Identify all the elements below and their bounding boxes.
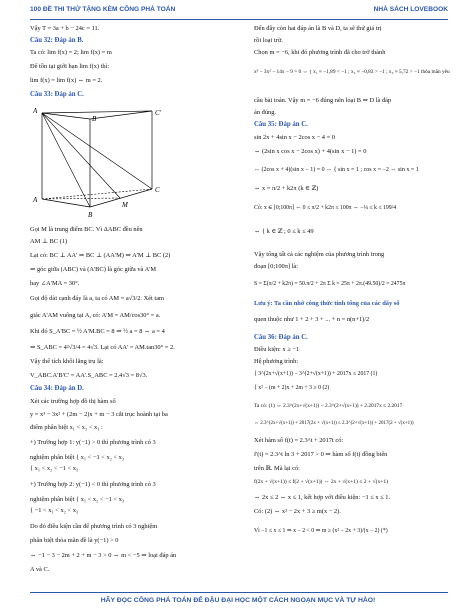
question-heading: Câu 35: Đáp án C.: [254, 121, 308, 128]
vertex-label: C': [155, 109, 162, 117]
answer-line: Để tồn tại giới hạn lim f(x) thì:: [30, 63, 110, 70]
answer-line: x³ − 3x² − 14x − 9 = 0 ⇔ { x₁ ≈ −1,89 < −1 ; x₂ ≈ −0,83 > −1 ; x₃ ≈ 5,72 > −1 thỏa mãn yêu: [254, 69, 450, 75]
answer-line: Chọn m = −6, khi đó phương trình đã cho trở thành: [254, 49, 386, 56]
question-heading: Câu 32: Đáp án B.: [30, 37, 84, 44]
answer-line: phân biệt thỏa mãn đề là y(−1) > 0: [30, 537, 119, 544]
answer-line: ⇔ { k ∈ ℤ ; 0 ≤ k ≤ 49: [254, 228, 314, 235]
answer-line: { x² − (m + 2)x + 2m + 3 ≥ 0 (2): [254, 385, 330, 391]
header-rule: [30, 19, 448, 20]
answer-line: Vậy tổng tất cả các nghiệm của phương trình trong: [254, 251, 385, 258]
answer-line: ⇔ 2x ≤ 2 ⇔ x ≤ 1, kết hợp với điều kiện: −1 ≤ x ≤ 1.: [254, 494, 391, 501]
answer-line: y = x³ − 3x² + (2m − 2)x + m − 3 cắt trục hoành tại ba: [30, 411, 168, 418]
prism-diagram: [30, 107, 230, 222]
answer-line: +) Trường hợp 1: y(−1) > 0 thì phương trình có 3: [30, 439, 156, 446]
answer-line: Ta có: lim f(x) = 2; lim f(x) = m: [30, 49, 112, 56]
answer-line: Ta có: (1) ⇔ 2.3^(2x+√(x+1)) − 2.3^(2+√(x+1)) + 2.2017x ≤ 2.2017: [254, 403, 403, 409]
vertex-label: A: [33, 196, 38, 204]
answer-line: f(2x + √(x+1)) ≤ f(2 + √(x+1)) ⇔ 2x + √(x+1) ≤ 2 + √(x+1): [254, 479, 389, 485]
answer-line: +) Trường hợp 2: y(−1) < 0 thì phương trình có 3: [30, 481, 156, 488]
answer-line: điểm phân biệt x₁ < x₂ < x₃ :: [30, 424, 103, 431]
answer-line: Có: x ∈ [0;100π] ⇔ 0 ≤ π/2 + k2π ≤ 100π ⇔ −¼ ≤ k ≤ 199/4: [254, 205, 397, 211]
question-heading: Câu 36: Đáp án C.: [254, 334, 308, 341]
answer-line: Điều kiện: x ≥ −1: [254, 346, 300, 353]
answer-line: Gọi độ dài cạnh đáy là a, ta có AM = a√3/2. Xét tam: [30, 295, 164, 302]
vertex-label: B: [88, 211, 93, 219]
answer-line: nghiệm phân biệt { x₁ < −1 < x₂ < x₃: [30, 454, 125, 461]
answer-line: ⇔ (2cos x + 4)(sin x − 1) = 0 ⇔ { sin x = 1 ; cos x = −2 ⇔ sin x = 1: [254, 167, 419, 173]
right-column: [254, 24, 450, 590]
answer-line: ⇔ −1 − 3 − 2m + 2 + m − 3 > 0 ⇔ m < −5 ⇒ loại đáp án: [30, 552, 177, 559]
vertex-label: B: [92, 115, 97, 123]
answer-line: trên ℝ. Mà lại có:: [254, 465, 300, 472]
answer-line: { −1 < x₁ < x₂ < x₃: [30, 507, 79, 514]
answer-line: giác A'AM vuông tại A, có: A'M = AM/cos30° = a.: [30, 312, 161, 319]
answer-line: Lại có: BC ⊥ AA' ⇒ BC ⊥ (AA'M) ⇒ A'M ⊥ BC (2): [30, 252, 171, 259]
answer-line: Vì −1 ≤ x ≤ 1 ⇒ x − 2 < 0 ⇒ m ≥ (x² − 2x + 3)/(x − 2) (*): [254, 528, 388, 534]
answer-line: Có: (2) ⇔ x² − 2x + 3 ≥ m(x − 2).: [254, 508, 341, 515]
answer-line: Vậy thể tích khối lăng trụ là:: [30, 358, 104, 365]
answer-line: Gọi M là trung điểm BC. Vì ΔABC đều nên: [30, 226, 143, 233]
vertex-label: A: [33, 107, 38, 115]
answer-line: ⇒ góc giữa (ABC) và (A'BC) là góc giữa và A'M: [30, 266, 157, 273]
footer-rule: [30, 592, 448, 593]
answer-line: Vậy T = 3a + b − 24c = 11.: [30, 25, 100, 32]
answer-line: án đúng.: [254, 109, 277, 116]
answer-line: { x₁ < x₂ < −1 < x₃: [30, 465, 79, 472]
answer-line: Xét các trường hợp đồ thị hàm số: [30, 398, 116, 405]
question-heading: Câu 34: Đáp án D.: [30, 385, 84, 392]
answer-line: ⇒ S_ABC = 4²√3/4 = 4√3. Lại có AA' = AM.tan30° = 2.: [30, 344, 175, 351]
vertex-label: C: [155, 186, 160, 194]
header-publisher: NHÀ SÁCH LOVEBOOK: [373, 6, 448, 13]
answer-line: nghiệm phân biệt { x₁ < x₂ < −1 < x₃: [30, 496, 125, 503]
note-line: Lưu ý: Ta cần nhớ công thức tính tổng của các dãy số: [254, 300, 400, 307]
answer-line: ⇔ x = π/2 + k2π (k ∈ ℤ): [254, 185, 319, 192]
answer-line: quen thuộc như 1 + 2 + 3 + ... + n = n(n+1)/2: [254, 316, 370, 323]
answer-line: Do đó điều kiện cần để phương trình có 3 nghiệm: [30, 523, 158, 530]
answer-line: AM ⊥ BC (1): [30, 238, 68, 245]
answer-line: Khi đó S_A'BC = ½ A'M.BC = 8 ⇒ ½ a = 8 ⇔ a = 4: [30, 328, 165, 335]
answer-line: ⇔ (2sin x cos x − 2cos x) + 4(sin x − 1) = 0: [254, 148, 367, 155]
prism-figure: [30, 107, 230, 222]
answer-line: sin 2x + 4sin x − 2cos x − 4 = 0: [254, 134, 335, 141]
page-header: [30, 6, 448, 18]
answer-line: lim f(x) = lim f(x) ⇔ m = 2.: [30, 77, 103, 84]
answer-line: rồi loại trừ.: [254, 37, 283, 44]
answer-line: ⇔ 2.3^(2x+√(x+1)) + 2017(2x + √(x+1)) ≤ 2.3^(2+√(x+1)) + 2017(2 + √(x+1)): [254, 421, 414, 426]
header-book-title: 100 ĐỀ THI THỬ TẶNG KÈM CÔNG PHÁ TOÁN: [30, 6, 176, 13]
answer-line: đoạn [0;100π] là:: [254, 263, 299, 270]
vertex-label: M: [122, 201, 128, 209]
answer-line: S = Σ(π/2 + k2π) = 50.π/2 + 2π Σ k = 25π + 2π.(49.50)/2 = 2475π: [254, 281, 406, 287]
answer-line: Hệ phương trình:: [254, 358, 299, 365]
answer-line: cầu bài toán. Vậy m = −6 đúng nên loại B ⇒ D là đáp: [254, 97, 392, 104]
question-heading: Câu 33: Đáp án C.: [30, 91, 84, 98]
answer-line: V_ABC.A'B'C' = AA'.S_ABC = 2.4√3 = 8√3.: [30, 372, 148, 379]
page-footer: HÃY ĐỌC CÔNG PHÁ TOÁN ĐỂ ĐẬU ĐẠI HỌC MỘT CÁCH NGOẠN MỤC VÀ TỰ HÀO!: [100, 597, 376, 604]
answer-line: A và C.: [30, 566, 50, 573]
answer-line: { 3^(2x+√(x+1)) − 3^(2+√(x+1)) + 2017x ≤ 2017 (1): [254, 371, 378, 377]
answer-line: Đến đây còn hai đáp án là B và D, ta sẽ thử giá trị: [254, 25, 382, 32]
left-column: [30, 24, 230, 590]
answer-line: Xét hàm số f(t) = 2.3^t + 2017t có:: [254, 437, 344, 444]
answer-line: f'(t) = 2.3^t ln 3 + 2017 > 0 ⇒ hàm số f(t) đồng biến: [254, 451, 388, 458]
answer-line: hay ∠A'MA = 30°.: [30, 280, 80, 287]
